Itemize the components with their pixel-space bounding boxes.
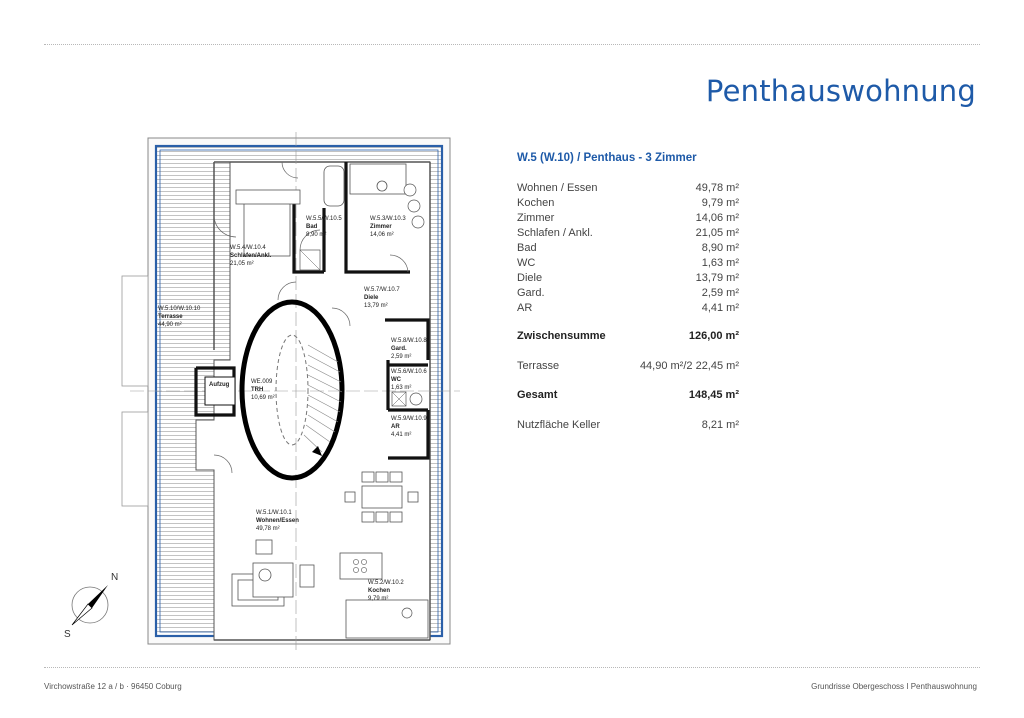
room-label: Kochen <box>517 197 555 209</box>
room-label: Bad <box>517 242 537 254</box>
schlafen-id: W.5.4/W.10.4 <box>230 245 266 251</box>
room-value: 14,06 m² <box>695 212 739 224</box>
terrace-value: 44,90 m²/2 22,45 m² <box>639 360 739 372</box>
table-row <box>517 286 739 301</box>
wohnen-id: W.5.1/W.10.1 <box>256 510 292 516</box>
room-label: Diele <box>517 272 543 284</box>
compass-south: S <box>64 629 71 640</box>
bathtub <box>324 166 344 206</box>
kochen-area: 9,79 m² <box>368 596 389 602</box>
room-area-list <box>517 181 739 316</box>
table-row <box>517 301 739 316</box>
room-value: 8,90 m² <box>701 242 739 254</box>
zimmer-area: 14,06 m² <box>370 232 394 238</box>
wohnen-name: Wohnen/Essen <box>256 518 299 524</box>
table-row <box>517 256 739 271</box>
room-label: Gard. <box>517 287 545 299</box>
wc-id: W.5.6/W.10.6 <box>391 369 427 375</box>
bad-area: 8,90 m² <box>306 232 327 238</box>
kochen-name: Kochen <box>368 588 391 594</box>
table-row <box>517 241 739 256</box>
total-label: Gesamt <box>517 389 558 401</box>
page-title: Penthauswohnung <box>705 74 976 108</box>
subtotal-row <box>517 329 739 344</box>
schlafen-name: Schlafen/Ankl. <box>230 253 272 259</box>
ar-name: AR <box>391 424 400 430</box>
terrace-row <box>517 359 739 374</box>
gard-id: W.5.8/W.10.8 <box>391 338 427 344</box>
floor-plan <box>40 125 480 660</box>
top-divider <box>44 44 980 45</box>
ar-id: W.5.9/W.10.9 <box>391 416 427 422</box>
terrace-label: Terrasse <box>517 360 560 372</box>
room-value: 4,41 m² <box>701 302 739 314</box>
room-label: AR <box>517 302 533 314</box>
diele-area: 13,79 m² <box>364 303 388 309</box>
room-label: Schlafen / Ankl. <box>517 227 593 239</box>
wohnen-area: 49,78 m² <box>256 526 280 532</box>
diele-id: W.5.7/W.10.7 <box>364 287 400 293</box>
room-label: Zimmer <box>517 212 555 224</box>
schlafen-area: 21,05 m² <box>230 261 254 267</box>
terrasse-name: Terrasse <box>158 314 183 320</box>
bad-id: W.5.5/W.10.5 <box>306 216 342 222</box>
terrasse-id: W.5.10/W.10.10 <box>158 306 201 312</box>
unit-heading: W.5 (W.10) / Penthaus - 3 Zimmer <box>517 152 697 164</box>
room-value: 2,59 m² <box>701 287 739 299</box>
table-row <box>517 196 739 211</box>
zimmer-name: Zimmer <box>370 224 392 230</box>
gard-name: Gard. <box>391 346 407 352</box>
room-label: WC <box>517 257 536 269</box>
bad-name: Bad <box>306 224 318 230</box>
room-value: 9,79 m² <box>701 197 739 209</box>
kochen-id: W.5.2/W.10.2 <box>368 580 404 586</box>
cellar-label: Nutzfläche Keller <box>517 419 601 431</box>
cellar-row <box>517 418 739 433</box>
compass-icon <box>72 585 108 625</box>
diele-name: Diele <box>364 295 379 301</box>
total-value: 148,45 m² <box>688 389 739 401</box>
rail-left-bottom <box>122 412 148 506</box>
room-value: 21,05 m² <box>695 227 739 239</box>
footer-address: Virchowstraße 12 a / b · 96450 Coburg <box>44 682 182 691</box>
trh-area: 10,69 m² <box>251 395 275 401</box>
zimmer-id: W.5.3/W.10.3 <box>370 216 406 222</box>
wc-name: WC <box>391 377 401 383</box>
room-value: 49,78 m² <box>695 182 739 194</box>
table-row <box>517 271 739 286</box>
room-value: 13,79 m² <box>695 272 739 284</box>
table-row <box>517 226 739 241</box>
aufzug-label: Aufzug <box>209 382 230 388</box>
gard-area: 2,59 m² <box>391 354 412 360</box>
subtotal-label: Zwischensumme <box>517 330 606 342</box>
table-row <box>517 181 739 196</box>
room-label: Wohnen / Essen <box>517 182 598 194</box>
compass-north: N <box>111 572 119 583</box>
rail-left-top <box>122 276 148 386</box>
wc-area: 1,63 m² <box>391 385 412 391</box>
total-row <box>517 388 739 403</box>
trh-name: TRH <box>251 387 264 393</box>
room-value: 1,63 m² <box>701 257 739 269</box>
footer-caption: Grundrisse Obergeschoss I Penthauswohnung <box>811 682 977 691</box>
kitchen-island <box>340 553 382 579</box>
trh-id: WE.009 <box>251 379 273 385</box>
cellar-value: 8,21 m² <box>701 419 739 431</box>
ar-area: 4,41 m² <box>391 432 412 438</box>
terrasse-area: 44,90 m² <box>158 322 182 328</box>
table-row <box>517 211 739 226</box>
bottom-divider <box>44 667 980 668</box>
subtotal-value: 126,00 m² <box>688 330 739 342</box>
